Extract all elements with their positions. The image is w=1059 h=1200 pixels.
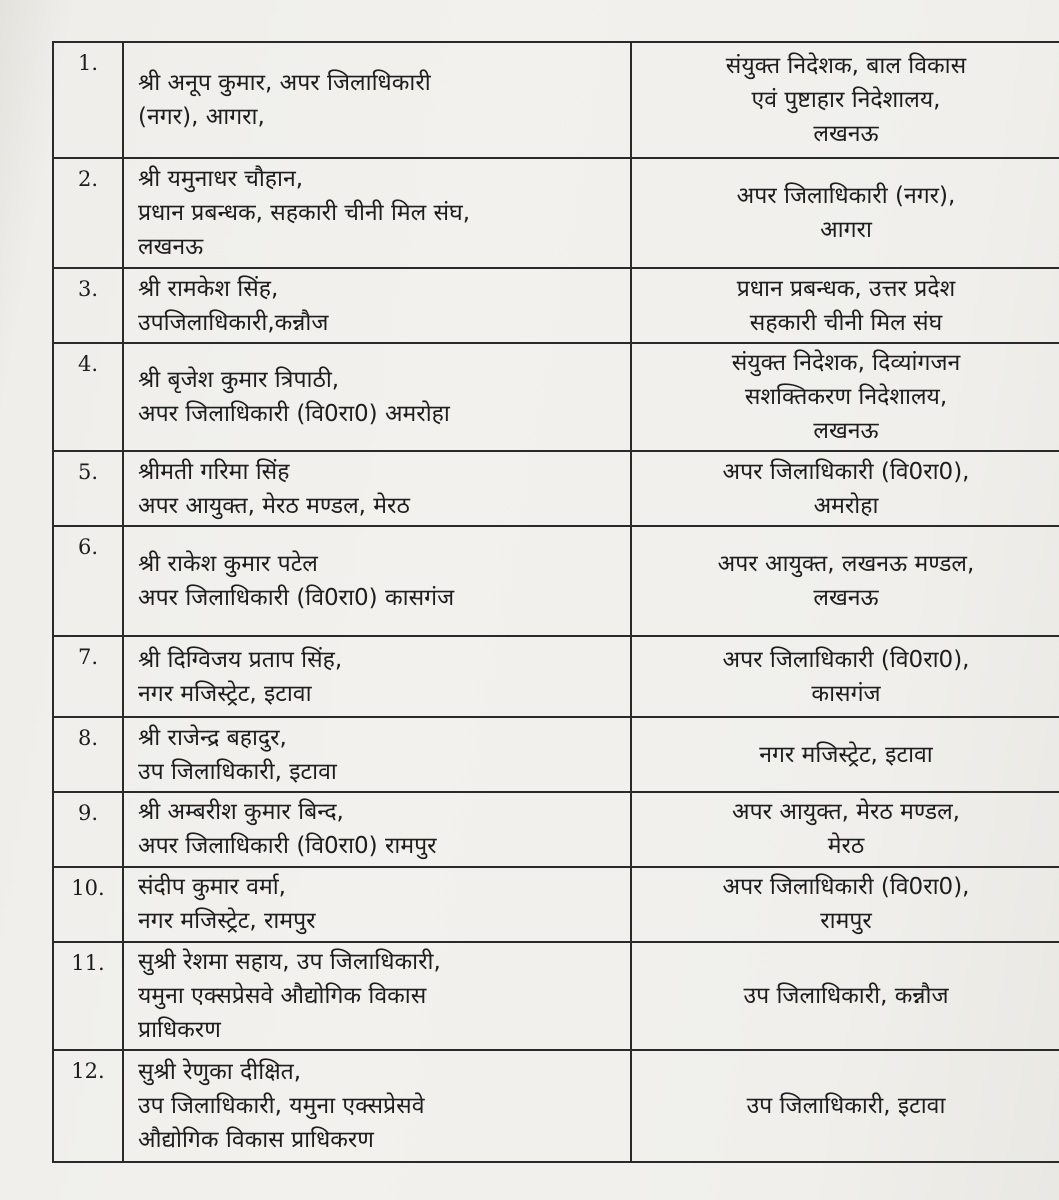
new-post-cell [631,792,1059,867]
officer-name-line: अपर जिलाधिकारी (वि0रा0) अमरोहा [138,401,450,428]
serial-number: 1. [53,42,123,158]
officer-name-line: (नगर), आगरा, [138,104,265,131]
new-post-line: आगरा [820,217,872,244]
table-row [53,792,1059,867]
officer-name-line: लखनऊ [138,234,204,261]
table-row [53,1050,1059,1162]
new-post-cell [631,526,1059,636]
officer-name-line: श्री अनूप कुमार, अपर जिलाधिकारी [138,70,431,97]
new-post-line: अपर जिलाधिकारी (नगर), [736,183,956,210]
transfer-table [52,41,1059,1163]
officer-name-line: श्रीमती गरिमा सिंह [138,458,290,485]
serial-number: 2. [53,158,123,268]
officer-name-line: श्री बृजेश कुमार त्रिपाठी, [138,367,340,394]
new-post-cell [631,343,1059,451]
officer-name-line: श्री अम्बरीश कुमार बिन्द, [138,799,344,826]
table-row [53,158,1059,268]
new-post-cell [631,1050,1059,1162]
officer-name-line: यमुना एक्सप्रेसवे औद्योगिक विकास [138,982,427,1009]
new-post-cell [631,636,1059,717]
officer-name-line: सुश्री रेशमा सहाय, उप जिलाधिकारी, [138,948,441,975]
officer-name-cell [123,717,631,792]
officer-name-line: अपर जिलाधिकारी (वि0रा0) कासगंज [138,585,455,612]
new-post-cell [631,451,1059,526]
new-post-line: मेरठ [827,833,865,860]
officer-name-line: उपजिलाधिकारी,कन्नौज [138,309,329,336]
new-post-line: अमरोहा [813,492,879,519]
new-post-line: उप जिलाधिकारी, इटावा [746,1092,946,1119]
new-post-line: संयुक्त निदेशक, बाल विकास [725,53,967,80]
officer-name-line: नगर मजिस्ट्रेट, इटावा [138,680,312,707]
new-post-line: सशक्तिकरण निदेशालय, [744,384,948,411]
serial-number: 8. [53,717,123,792]
officer-name-line: औद्योगिक विकास प्राधिकरण [138,1126,374,1153]
table-row [53,42,1059,158]
officer-name-line: श्री रामकेश सिंह, [138,275,279,302]
new-post-cell [631,268,1059,343]
table-row [53,343,1059,451]
table-row [53,717,1059,792]
officer-name-line: सुश्री रेणुका दीक्षित, [138,1058,302,1085]
new-post-line: अपर जिलाधिकारी (वि0रा0), [722,646,970,673]
officer-name-cell [123,42,631,158]
serial-number: 6. [53,526,123,636]
new-post-line: अपर जिलाधिकारी (वि0रा0), [722,874,970,901]
new-post-line: एवं पुष्टाहार निदेशालय, [751,87,941,114]
officer-name-cell [123,268,631,343]
new-post-cell [631,717,1059,792]
officer-name-line: प्रधान प्रबन्धक, सहकारी चीनी मिल संघ, [138,200,471,227]
table-row [53,867,1059,942]
new-post-line: कासगंज [811,680,881,707]
officer-name-cell [123,343,631,451]
new-post-line: लखनऊ [813,121,879,148]
table-row [53,526,1059,636]
serial-number: 7. [53,636,123,717]
new-post-line: अपर आयुक्त, लखनऊ मण्डल, [717,551,975,578]
new-post-cell [631,867,1059,942]
new-post-line: नगर मजिस्ट्रेट, इटावा [759,741,933,768]
officer-name-cell [123,942,631,1050]
serial-number: 3. [53,268,123,343]
new-post-line: अपर जिलाधिकारी (वि0रा0), [722,458,970,485]
officer-name-cell [123,1050,631,1162]
new-post-line: सहकारी चीनी मिल संघ [749,309,943,336]
officer-name-cell [123,451,631,526]
officer-name-line: उप जिलाधिकारी, इटावा [138,758,337,785]
new-post-line: लखनऊ [813,585,879,612]
officer-name-line: श्री यमुनाधर चौहान, [138,166,304,193]
officer-name-line: संदीप कुमार वर्मा, [138,874,286,901]
serial-number: 5. [53,451,123,526]
table-row [53,636,1059,717]
new-post-cell [631,158,1059,268]
table-row [53,942,1059,1050]
officer-name-line: नगर मजिस्ट्रेट, रामपुर [138,908,316,935]
new-post-line: रामपुर [820,908,872,935]
officer-name-cell [123,867,631,942]
serial-number: 9. [53,792,123,867]
table-row [53,451,1059,526]
serial-number: 10. [53,867,123,942]
officer-name-line: श्री राकेश कुमार पटेल [138,551,318,578]
officer-name-line: अपर जिलाधिकारी (वि0रा0) रामपुर [138,833,437,860]
officer-name-line: अपर आयुक्त, मेरठ मण्डल, मेरठ [138,492,410,519]
new-post-line: उप जिलाधिकारी, कन्नौज [743,982,949,1009]
serial-number: 4. [53,343,123,451]
table-row [53,268,1059,343]
officer-name-cell [123,792,631,867]
new-post-line: संयुक्त निदेशक, दिव्यांगजन [731,350,961,377]
officer-name-line: प्राधिकरण [138,1016,221,1043]
serial-number: 12. [53,1050,123,1162]
officer-name-cell [123,158,631,268]
new-post-line: अपर आयुक्त, मेरठ मण्डल, [732,799,960,826]
officer-name-cell [123,526,631,636]
officer-name-cell [123,636,631,717]
new-post-line: प्रधान प्रबन्धक, उत्तर प्रदेश [736,275,956,302]
officer-name-line: उप जिलाधिकारी, यमुना एक्सप्रेसवे [138,1092,425,1119]
officer-name-line: श्री दिग्विजय प्रताप सिंह, [138,646,343,673]
new-post-line: लखनऊ [813,418,879,445]
new-post-cell [631,42,1059,158]
new-post-cell [631,942,1059,1050]
officer-name-line: श्री राजेन्द्र बहादुर, [138,724,287,751]
serial-number: 11. [53,942,123,1050]
